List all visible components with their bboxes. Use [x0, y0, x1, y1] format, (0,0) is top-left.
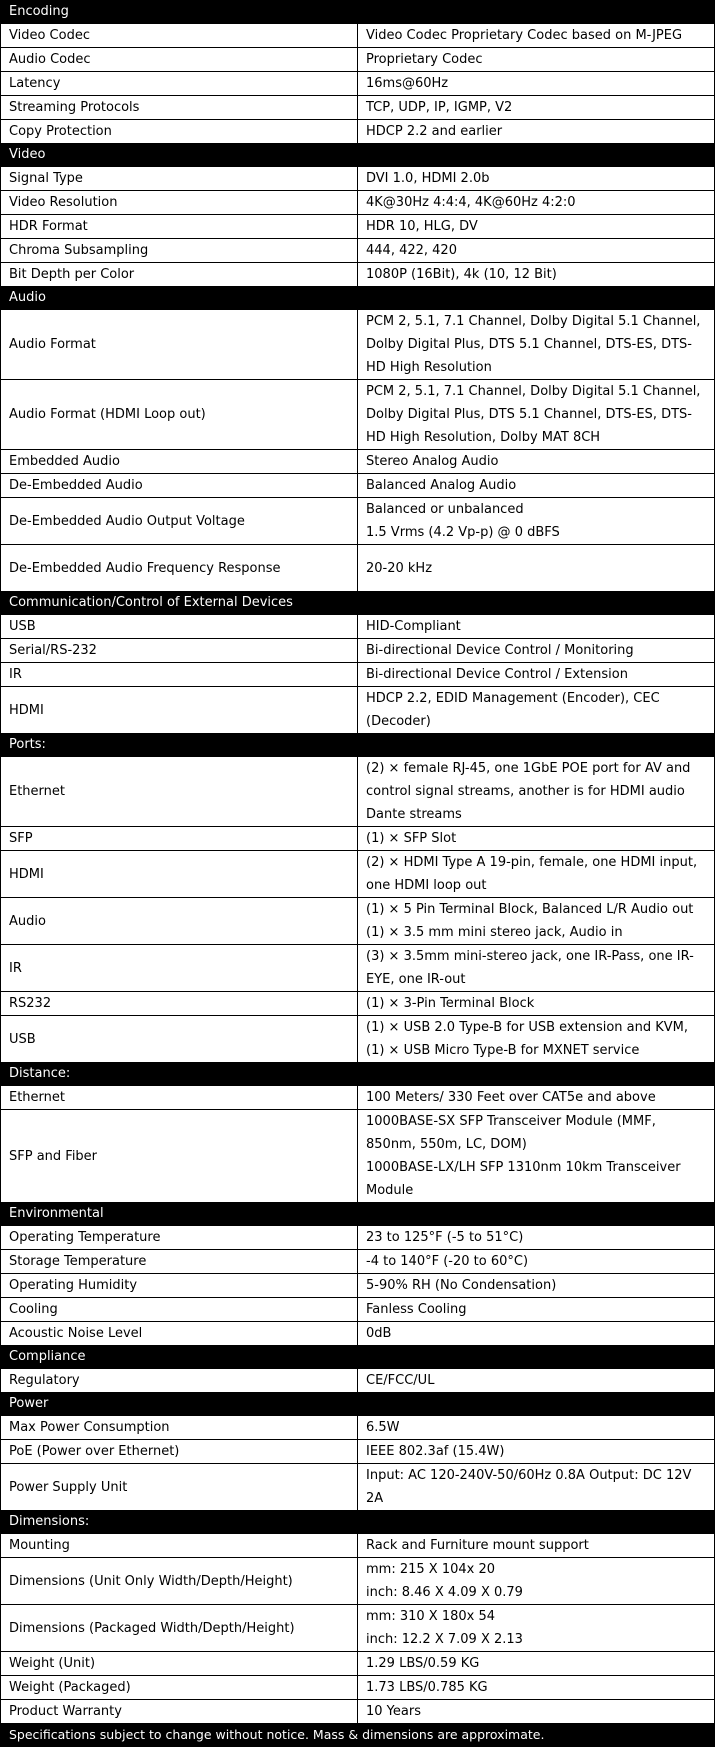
spec-row	[1, 663, 715, 687]
spec-row	[1, 1416, 715, 1440]
section-title: Environmental	[1, 1203, 715, 1226]
spec-value: TCP, UDP, IP, IGMP, V2	[358, 96, 715, 120]
spec-row	[1, 1700, 715, 1724]
footer-note: Specifications subject to change without notice. Mass & dimensions are approximate.	[1, 1724, 715, 1747]
spec-row	[1, 72, 715, 96]
spec-label: Regulatory	[1, 1369, 358, 1393]
spec-row	[1, 1605, 715, 1652]
spec-value: PCM 2, 5.1, 7.1 Channel, Dolby Digital 5.1 Channel, Dolby Digital Plus, DTS 5.1 Channel, DTS-ES, DTS-HD High Resolution, Dolby MAT 8CH	[358, 380, 715, 450]
spec-value: (3) × 3.5mm mini-stereo jack, one IR-Pass, one IR-EYE, one IR-out	[358, 945, 715, 992]
spec-label: Operating Humidity	[1, 1274, 358, 1298]
spec-label: Dimensions (Unit Only Width/Depth/Height)	[1, 1558, 358, 1605]
spec-row	[1, 191, 715, 215]
spec-row	[1, 310, 715, 380]
spec-row	[1, 1110, 715, 1203]
spec-label: Bit Depth per Color	[1, 263, 358, 287]
spec-value: (1) × USB 2.0 Type-B for USB extension and KVM, (1) × USB Micro Type-B for MXNET service	[358, 1016, 715, 1063]
spec-label: Power Supply Unit	[1, 1464, 358, 1511]
section-header-environmental	[1, 1203, 715, 1226]
spec-value: Video Codec Proprietary Codec based on M-JPEG	[358, 24, 715, 48]
spec-label: USB	[1, 1016, 358, 1063]
spec-row	[1, 898, 715, 945]
spec-label: USB	[1, 615, 358, 639]
spec-label: De-Embedded Audio Output Voltage	[1, 498, 358, 545]
spec-value	[358, 1558, 715, 1605]
section-title: Compliance	[1, 1346, 715, 1369]
spec-label: Streaming Protocols	[1, 96, 358, 120]
spec-value-line: inch: 8.46 X 4.09 X 0.79	[366, 1585, 523, 1600]
spec-row	[1, 1464, 715, 1511]
spec-value: DVI 1.0, HDMI 2.0b	[358, 167, 715, 191]
spec-value: Bi-directional Device Control / Monitoring	[358, 639, 715, 663]
spec-row	[1, 1534, 715, 1558]
spec-label: Mounting	[1, 1534, 358, 1558]
spec-label: Audio	[1, 898, 358, 945]
spec-row	[1, 992, 715, 1016]
spec-label: Weight (Packaged)	[1, 1676, 358, 1700]
spec-row	[1, 24, 715, 48]
spec-row	[1, 96, 715, 120]
spec-label: Signal Type	[1, 167, 358, 191]
spec-label: De-Embedded Audio	[1, 474, 358, 498]
spec-label: Latency	[1, 72, 358, 96]
spec-row	[1, 545, 715, 592]
spec-value: 10 Years	[358, 1700, 715, 1724]
spec-label: IR	[1, 663, 358, 687]
section-title: Dimensions:	[1, 1511, 715, 1534]
spec-label: IR	[1, 945, 358, 992]
spec-row	[1, 1676, 715, 1700]
spec-value: PCM 2, 5.1, 7.1 Channel, Dolby Digital 5.1 Channel, Dolby Digital Plus, DTS 5.1 Channel, DTS-ES, DTS-HD High Resolution	[358, 310, 715, 380]
spec-value-line: mm: 310 X 180x 54	[366, 1609, 496, 1624]
spec-row	[1, 474, 715, 498]
section-title: Video	[1, 144, 715, 167]
spec-label: Serial/RS-232	[1, 639, 358, 663]
spec-row	[1, 239, 715, 263]
spec-label: Video Codec	[1, 24, 358, 48]
spec-label: Acoustic Noise Level	[1, 1322, 358, 1346]
spec-label: HDMI	[1, 687, 358, 734]
spec-label: Operating Temperature	[1, 1226, 358, 1250]
section-header-video	[1, 144, 715, 167]
spec-row	[1, 1298, 715, 1322]
section-title: Ports:	[1, 734, 715, 757]
section-title: Communication/Control of External Devices	[1, 592, 715, 615]
footer-note-row	[1, 1724, 715, 1747]
spec-row	[1, 1369, 715, 1393]
spec-row	[1, 757, 715, 827]
spec-value: 16ms@60Hz	[358, 72, 715, 96]
spec-row	[1, 1016, 715, 1063]
spec-value: HDR 10, HLG, DV	[358, 215, 715, 239]
spec-row	[1, 263, 715, 287]
spec-value: (1) × SFP Slot	[358, 827, 715, 851]
spec-value-line: inch: 12.2 X 7.09 X 2.13	[366, 1632, 523, 1647]
section-header-audio	[1, 287, 715, 310]
spec-row	[1, 1440, 715, 1464]
spec-table-body	[1, 1, 715, 1747]
spec-row	[1, 827, 715, 851]
spec-value: 4K@30Hz 4:4:4, 4K@60Hz 4:2:0	[358, 191, 715, 215]
spec-label: Embedded Audio	[1, 450, 358, 474]
spec-row	[1, 380, 715, 450]
spec-row	[1, 1250, 715, 1274]
spec-value: (2) × HDMI Type A 19-pin, female, one HDMI input, one HDMI loop out	[358, 851, 715, 898]
spec-row	[1, 1226, 715, 1250]
section-title: Encoding	[1, 1, 715, 24]
spec-row	[1, 1086, 715, 1110]
spec-row	[1, 1652, 715, 1676]
section-header-power	[1, 1393, 715, 1416]
spec-value: (1) × 3-Pin Terminal Block	[358, 992, 715, 1016]
spec-label: Dimensions (Packaged Width/Depth/Height)	[1, 1605, 358, 1652]
spec-value: Bi-directional Device Control / Extension	[358, 663, 715, 687]
spec-value: Fanless Cooling	[358, 1298, 715, 1322]
spec-value-line: 1.5 Vrms (4.2 Vp-p) @ 0 dBFS	[366, 525, 560, 540]
spec-label: Video Resolution	[1, 191, 358, 215]
section-header-ports	[1, 734, 715, 757]
spec-label: HDR Format	[1, 215, 358, 239]
spec-label: Weight (Unit)	[1, 1652, 358, 1676]
spec-value-line: 1000BASE-SX SFP Transceiver Module (MMF, 850nm, 550m, LC, DOM)	[366, 1114, 656, 1152]
spec-row	[1, 615, 715, 639]
section-title: Power	[1, 1393, 715, 1416]
spec-label: Cooling	[1, 1298, 358, 1322]
spec-label: Ethernet	[1, 1086, 358, 1110]
spec-value: -4 to 140°F (-20 to 60°C)	[358, 1250, 715, 1274]
spec-label: Storage Temperature	[1, 1250, 358, 1274]
spec-row	[1, 1274, 715, 1298]
spec-value: 0dB	[358, 1322, 715, 1346]
spec-row	[1, 1322, 715, 1346]
section-header-dimensions	[1, 1511, 715, 1534]
section-header-communication-control-of-external-devices	[1, 592, 715, 615]
spec-row	[1, 945, 715, 992]
spec-label: PoE (Power over Ethernet)	[1, 1440, 358, 1464]
spec-value: Stereo Analog Audio	[358, 450, 715, 474]
section-title: Audio	[1, 287, 715, 310]
section-header-distance	[1, 1063, 715, 1086]
spec-row	[1, 851, 715, 898]
spec-label: Audio Format (HDMI Loop out)	[1, 380, 358, 450]
spec-value: HDCP 2.2 and earlier	[358, 120, 715, 144]
spec-row	[1, 48, 715, 72]
spec-label: De-Embedded Audio Frequency Response	[1, 545, 358, 592]
spec-label: Audio Codec	[1, 48, 358, 72]
spec-label: Copy Protection	[1, 120, 358, 144]
spec-label: Product Warranty	[1, 1700, 358, 1724]
spec-row	[1, 1558, 715, 1605]
spec-label: Audio Format	[1, 310, 358, 380]
spec-row	[1, 167, 715, 191]
spec-row	[1, 687, 715, 734]
spec-label: SFP and Fiber	[1, 1110, 358, 1203]
spec-value: 1.29 LBS/0.59 KG	[358, 1652, 715, 1676]
spec-value: (2) × female RJ-45, one 1GbE POE port for AV and control signal streams, another is for HDMI audio Dante streams	[358, 757, 715, 827]
spec-value: Balanced Analog Audio	[358, 474, 715, 498]
spec-value: Input: AC 120-240V-50/60Hz 0.8A Output: DC 12V 2A	[358, 1464, 715, 1511]
spec-value-line: Balanced or unbalanced	[366, 502, 524, 517]
spec-label: HDMI	[1, 851, 358, 898]
spec-value: Proprietary Codec	[358, 48, 715, 72]
spec-value: 6.5W	[358, 1416, 715, 1440]
section-header-encoding	[1, 1, 715, 24]
spec-value: IEEE 802.3af (15.4W)	[358, 1440, 715, 1464]
spec-value: Rack and Furniture mount support	[358, 1534, 715, 1558]
spec-value-line: mm: 215 X 104x 20	[366, 1562, 496, 1577]
spec-row	[1, 639, 715, 663]
spec-row	[1, 450, 715, 474]
spec-value: 1.73 LBS/0.785 KG	[358, 1676, 715, 1700]
spec-label: Ethernet	[1, 757, 358, 827]
spec-value: CE/FCC/UL	[358, 1369, 715, 1393]
spec-value: HDCP 2.2, EDID Management (Encoder), CEC (Decoder)	[358, 687, 715, 734]
spec-value: 444, 422, 420	[358, 239, 715, 263]
spec-value: 100 Meters/ 330 Feet over CAT5e and above	[358, 1086, 715, 1110]
spec-label: RS232	[1, 992, 358, 1016]
spec-row	[1, 120, 715, 144]
spec-value	[358, 1605, 715, 1652]
spec-value: HID-Compliant	[358, 615, 715, 639]
spec-label: SFP	[1, 827, 358, 851]
spec-value	[358, 498, 715, 545]
spec-label: Chroma Subsampling	[1, 239, 358, 263]
spec-value-line: 1000BASE-LX/LH SFP 1310nm 10km Transceiver Module	[366, 1160, 681, 1198]
section-title: Distance:	[1, 1063, 715, 1086]
section-header-compliance	[1, 1346, 715, 1369]
spec-value: 23 to 125°F (-5 to 51°C)	[358, 1226, 715, 1250]
spec-value: 20-20 kHz	[358, 545, 715, 592]
spec-value: 5-90% RH (No Condensation)	[358, 1274, 715, 1298]
spec-value: 1080P (16Bit), 4k (10, 12 Bit)	[358, 263, 715, 287]
spec-value	[358, 1110, 715, 1203]
spec-row	[1, 498, 715, 545]
spec-value: (1) × 5 Pin Terminal Block, Balanced L/R Audio out (1) × 3.5 mm mini stereo jack, Audio in	[358, 898, 715, 945]
spec-row	[1, 215, 715, 239]
spec-label: Max Power Consumption	[1, 1416, 358, 1440]
